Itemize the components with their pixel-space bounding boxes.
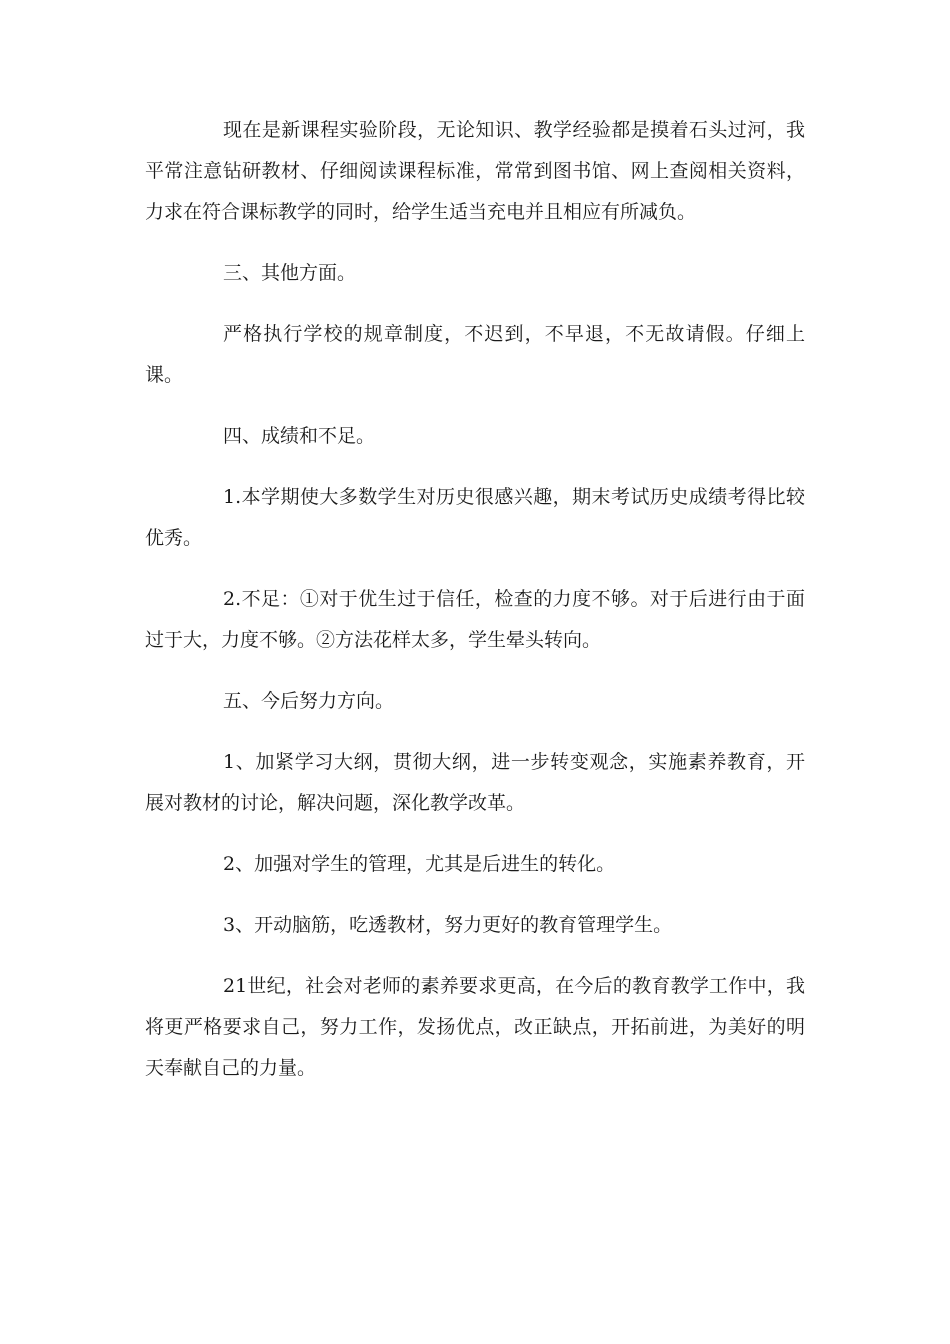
paragraph-conclusion: 21世纪，社会对老师的素养要求更高，在今后的教育教学工作中，我将更严格要求自己，努力工作，发扬优点，改正缺点，开拓前进，为美好的明天奉献自己的力量。: [145, 975, 805, 1079]
heading-future-direction: 五、今后努力方向。: [223, 690, 395, 712]
paragraph-shortcoming-2: 2.不足：①对于优生过于信任，检查的力度不够。对于后进行由于面过于大，力度不够。②方法花样太多，学生晕头转向。: [145, 588, 805, 651]
paragraph-curriculum: 现在是新课程实验阶段，无论知识、教学经验都是摸着石头过河，我平常注意钻研教材、仔细阅读课程标准，常常到图书馆、网上查阅相关资料，力求在符合课标教学的同时，给学生适当充电并且相应有所减负。: [145, 119, 805, 223]
heading-results-shortcomings: 四、成绩和不足。: [223, 425, 376, 447]
document-body: [145, 110, 805, 1109]
paragraph-direction-1: 1、加紧学习大纲，贯彻大纲，进一步转变观念，实施素养教育，开展对教材的讨论，解决问题，深化教学改革。: [145, 751, 805, 814]
paragraph-rules: 严格执行学校的规章制度，不迟到，不早退，不无故请假。仔细上课。: [145, 323, 805, 386]
heading-other-aspects: 三、其他方面。: [223, 262, 357, 284]
paragraph-result-1: 1.本学期使大多数学生对历史很感兴趣，期末考试历史成绩考得比较优秀。: [145, 486, 805, 549]
paragraph-direction-3: 3、开动脑筋，吃透教材，努力更好的教育管理学生。: [223, 914, 673, 936]
paragraph-direction-2: 2、加强对学生的管理，尤其是后进生的转化。: [223, 853, 616, 875]
